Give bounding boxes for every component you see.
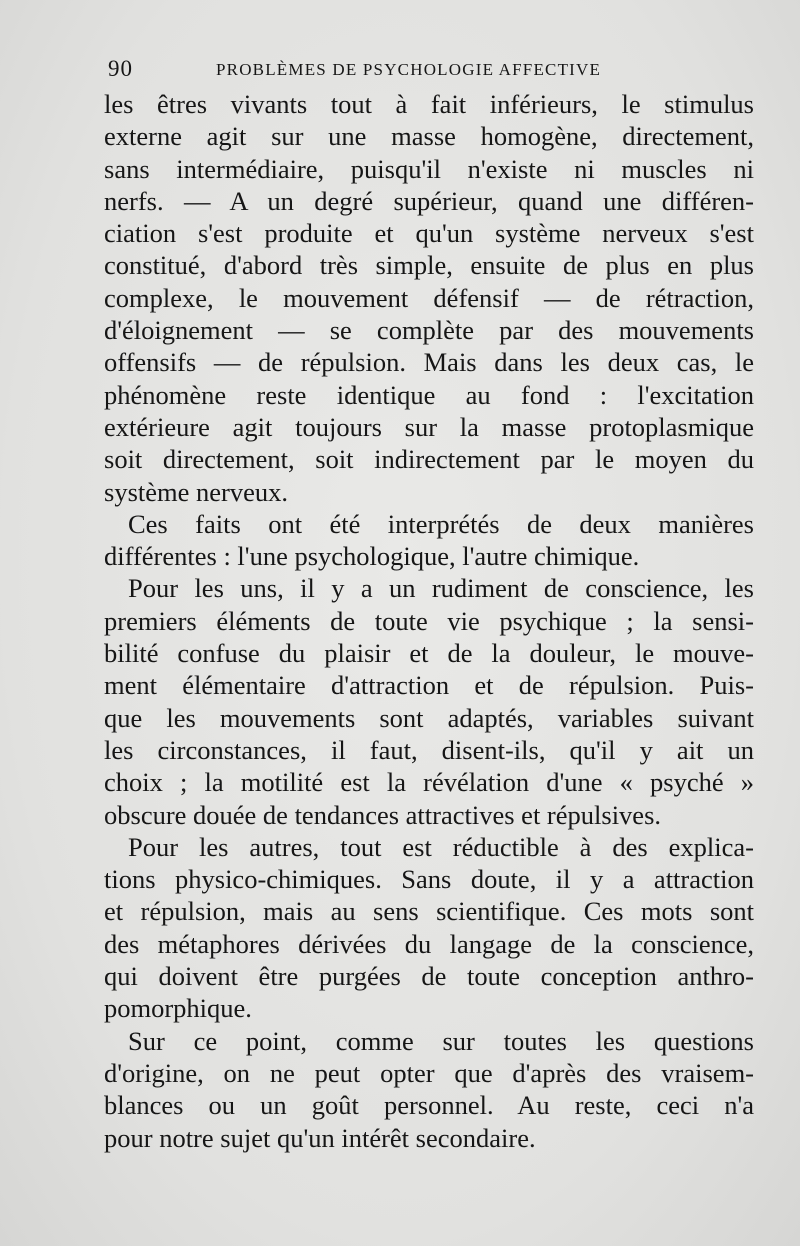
paragraph-start-line: Pour les uns, il y a un rudiment de conscience, les [128,573,754,604]
text-line: extérieure agit toujours sur la masse protoplasmique [104,411,754,442]
text-line: d'éloignement — se complète par des mouvements [104,315,754,346]
paragraph-start-line: Ces faits ont été interprétés de deux manières [128,508,754,539]
text-line: sans intermédiaire, puisqu'il n'existe ni muscles ni [104,153,754,184]
text-line: qui doivent être purgées de toute conception anthro- [104,961,754,992]
text-line: constitué, d'abord très simple, ensuite de plus en plus [104,250,754,281]
text-line: et répulsion, mais au sens scientifique. Ces mots sont [104,896,754,927]
text-line: choix ; la motilité est la révélation d'une « psyché » [104,767,754,798]
text-line: ciation s'est produite et qu'un système nerveux s'est [104,218,754,249]
text-line: externe agit sur une masse homogène, directement, [104,121,754,152]
text-line: soit directement, soit indirectement par le moyen du [104,444,754,475]
text-line: premiers éléments de toute vie psychique ; la sensi- [104,605,754,636]
page-number: 90 [108,56,133,81]
text-line: blances ou un goût personnel. Au reste, ceci n'a [104,1090,754,1121]
text-line: nerfs. — A un degré supérieur, quand une différen- [104,185,754,216]
text-line: bilité confuse du plaisir et de la douleur, le mouve- [104,638,754,669]
text-line: les êtres vivants tout à fait inférieurs, le stimulus [104,89,754,119]
text-line: que les mouvements sont adaptés, variables suivant [104,702,754,733]
text-line: tions physico-chimiques. Sans doute, il y a attraction [104,864,754,895]
text-line: pomorphique. [104,993,252,1024]
text-line: des métaphores dérivées du langage de la conscience, [104,928,754,959]
text-line: obscure douée de tendances attractives et répulsives. [104,799,662,830]
page-header [108,56,668,86]
paragraph-start-line: Sur ce point, comme sur toutes les questions [128,1025,754,1056]
text-line: système nerveux. [104,476,288,507]
text-line: complexe, le mouvement défensif — de rétraction, [104,282,754,313]
text-line: offensifs — de répulsion. Mais dans les deux cas, le [104,347,754,378]
text-line: pour notre sujet qu'un intérêt secondaire. [104,1122,536,1153]
text-line: d'origine, on ne peut opter que d'après des vraisem- [104,1057,754,1088]
paragraph-start-line: Pour les autres, tout est réductible à des explica- [128,831,754,862]
running-head: PROBLÈMES DE PSYCHOLOGIE AFFECTIVE [216,60,602,79]
body-text [104,88,754,1154]
text-line: ment élémentaire d'attraction et de répulsion. Puis- [104,670,754,701]
text-line: les circonstances, il faut, disent-ils, qu'il y ait un [104,734,754,765]
text-line: phénomène reste identique au fond : l'excitation [104,379,754,410]
text-line: différentes : l'une psychologique, l'autre chimique. [104,541,640,572]
